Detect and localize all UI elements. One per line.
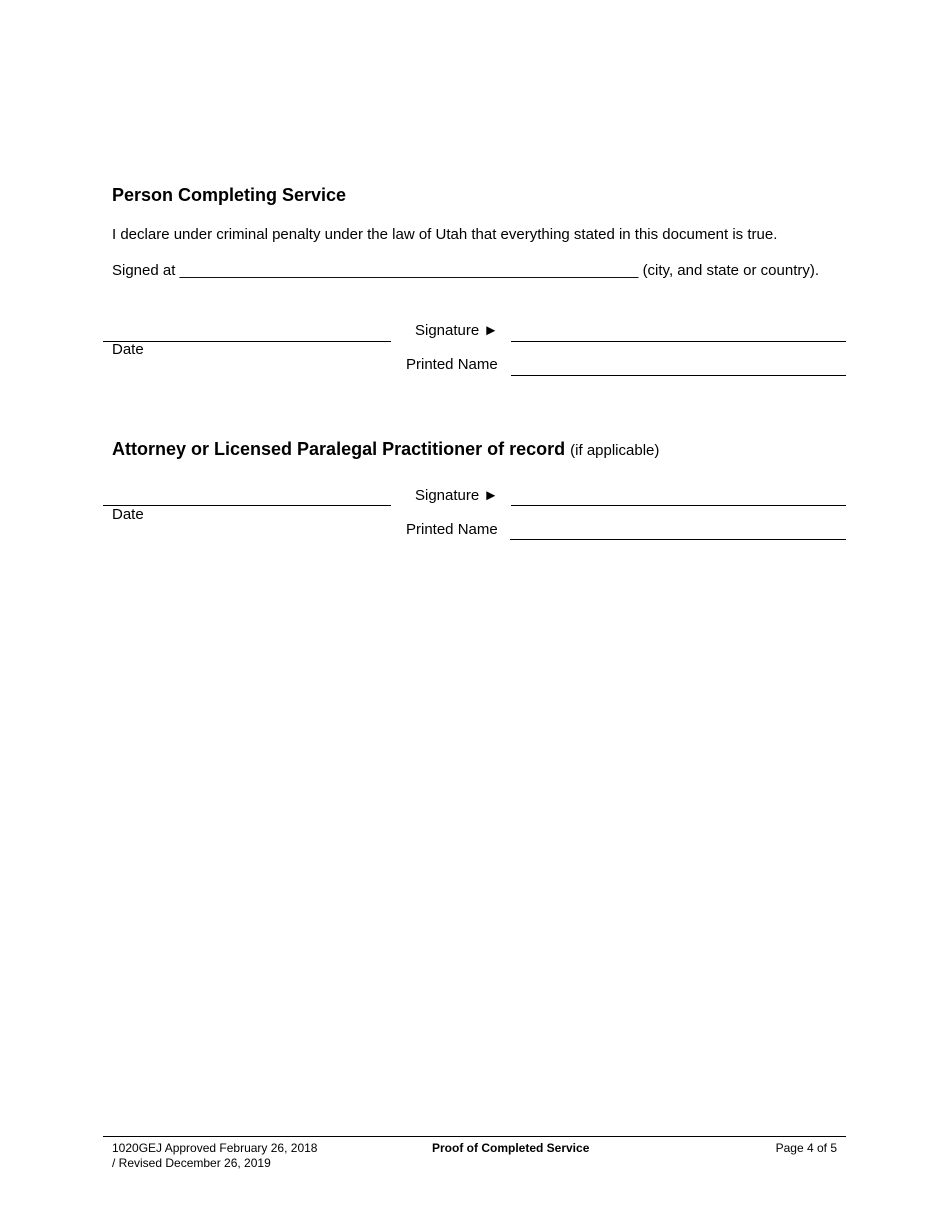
attorney-printed-name-label: Printed Name: [406, 521, 498, 538]
attorney-date-label: Date: [112, 506, 144, 523]
attorney-heading-text: Attorney or Licensed Paralegal Practitioner of record: [112, 439, 566, 459]
footer-form-id: [112, 1141, 317, 1171]
attorney-printed-name-line[interactable]: [510, 539, 846, 540]
date-line[interactable]: [103, 341, 391, 342]
printed-name-label: Printed Name: [406, 356, 498, 373]
attorney-signature-line[interactable]: [511, 505, 846, 506]
attorney-signature-label: Signature ►: [415, 487, 499, 504]
footer-divider: [103, 1136, 846, 1137]
declaration-text: I declare under criminal penalty under the law of Utah that everything stated in this document is true.: [112, 226, 778, 243]
signed-at-field[interactable]: _______________________________________________________: [179, 262, 639, 279]
attorney-date-line[interactable]: [103, 505, 391, 506]
footer-form-id-line1: 1020GEJ Approved February 26, 2018: [112, 1141, 318, 1155]
signature-line[interactable]: [511, 341, 846, 342]
signed-at-label: Signed at: [112, 262, 176, 279]
signed-at-suffix: (city, and state or country).: [642, 262, 820, 279]
footer-form-id-line2: / Revised December 26, 2019: [112, 1156, 271, 1170]
signed-at-row: [112, 262, 819, 279]
date-label: Date: [112, 341, 144, 358]
section-heading-attorney: [112, 439, 659, 460]
attorney-heading-note: (if applicable): [570, 442, 660, 459]
section-heading-person-completing-service: Person Completing Service: [112, 185, 347, 205]
footer-title: Proof of Completed Service: [432, 1141, 590, 1155]
signature-label: Signature ►: [415, 322, 499, 339]
printed-name-line[interactable]: [511, 375, 846, 376]
footer-page-number: Page 4 of 5: [775, 1141, 837, 1155]
